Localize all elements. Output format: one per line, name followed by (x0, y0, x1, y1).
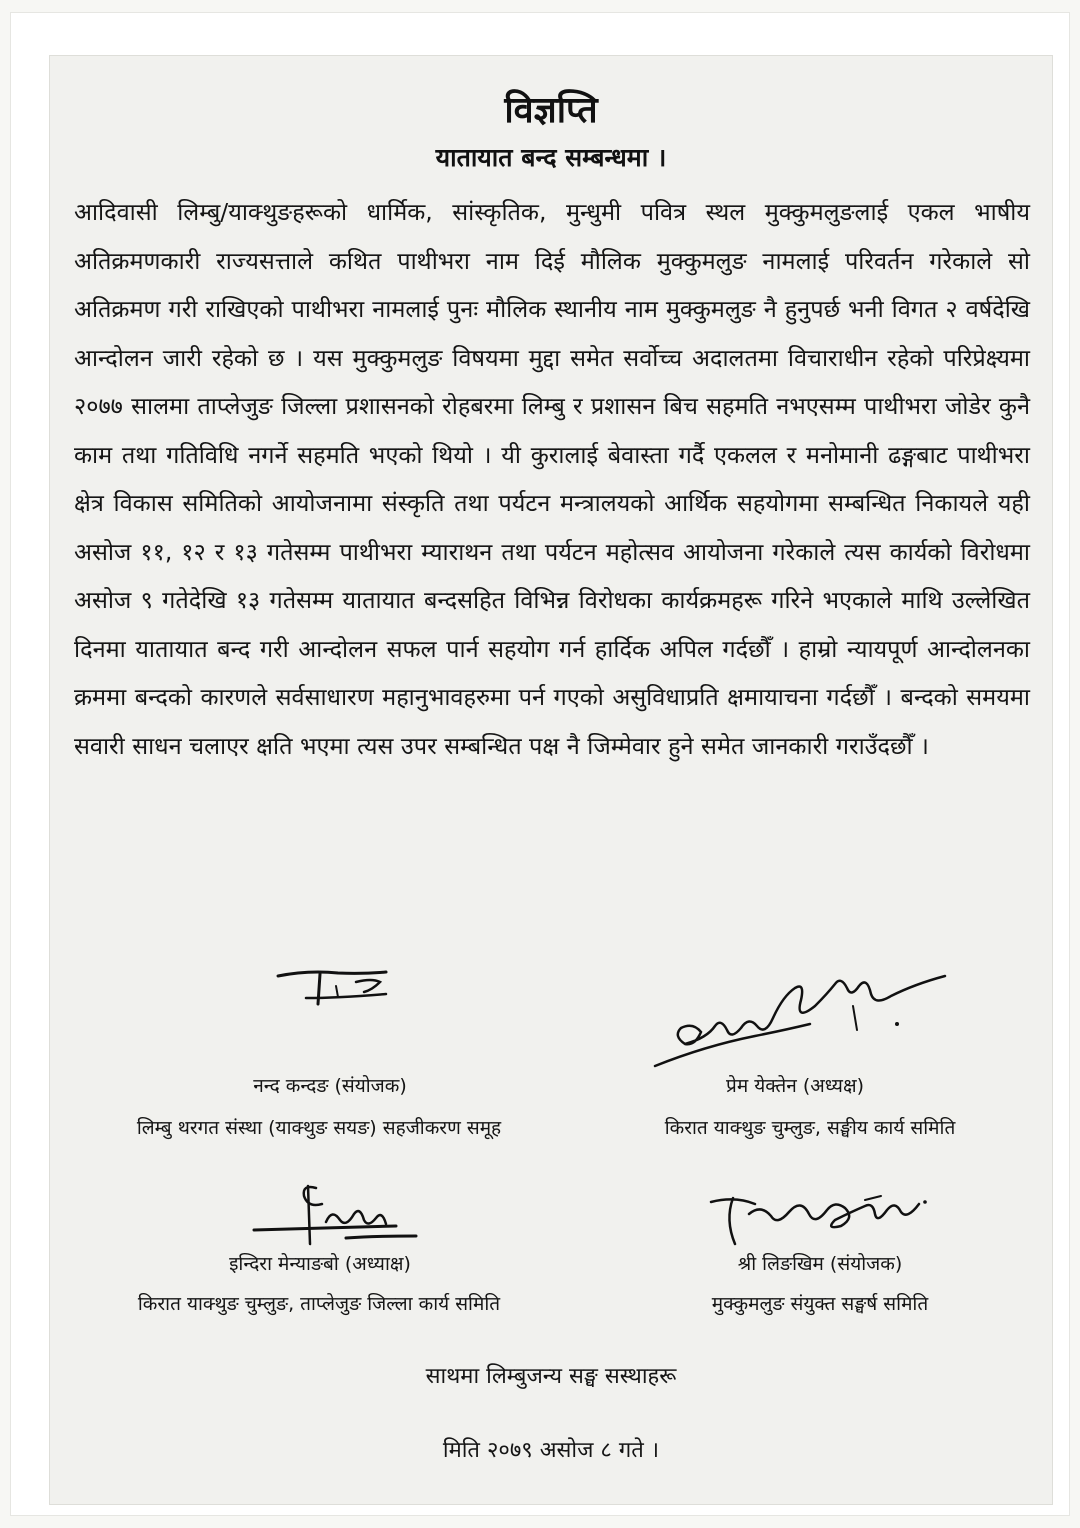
signature-2-mark (645, 966, 965, 1076)
signature-1-mark (268, 964, 408, 1014)
notice-body: आदिवासी लिम्बु/याक्थुङहरूको धार्मिक, सांस्कृतिक, मुन्धुमी पवित्र स्थल मुक्कुमलुङलाई एकल भाषीय अतिक्रमणकारी राज्यसत्ताले कथित पाथीभरा नाम दिई मौलिक मुक्कुमलुङ नामलाई परिवर्तन गरेकाले सो अतिक्रमण गरी राखिएको पाथीभरा नामलाई पुनः मौलिक स्थानीय नाम मुक्कुमलुङ नै हुनुपर्छ भनी विगत २ वर्षदेखि आन्दोलन जारी रहेको छ । यस मुक्कुमलुङ विषयमा मुद्दा समेत सर्वोच्च अदालतमा विचाराधीन रहेको परिप्रेक्ष्यमा २०७७ सालमा ताप्लेजुङ जिल्ला प्रशासनको रोहबरमा लिम्बु र प्रशासन बिच सहमति नभएसम्म पाथीभरा जोडेर कुनै काम तथा गतिविधि नगर्ने सहमति भएको थियो । यी कुरालाई बेवास्ता गर्दै एकलल र मनोमानी ढङ्गबाट पाथीभरा क्षेत्र विकास समितिको आयोजनामा संस्कृति तथा पर्यटन मन्त्रालयको आर्थिक सहयोगमा सम्बन्धित निकायले यही असोज ११, १२ र १३ गतेसम्म पाथीभरा म्याराथन तथा पर्यटन महोत्सव आयोजना गरेकाले त्यस कार्यको विरोधमा असोज ९ गतेदेखि १३ गतेसम्म यातायात बन्दसहित विभिन्न विरोधका कार्यक्रमहरू गरिने भएकाले माथि उल्लेखित दिनमा यातायात बन्द गरी आन्दोलन सफल पार्न सहयोग गर्न हार्दिक अपिल गर्दछौँ । हाम्रो न्यायपूर्ण आन्दोलनका क्रममा बन्दको कारणले सर्वसाधारण महानुभावहरुमा पर्न गएको असुविधाप्रति क्षमायाचना गर्दछौँ । बन्दको समयमा सवारी साधन चलाएर क्षति भएमा त्यस उपर सम्बन्धित पक्ष नै जिम्मेवार हुने समेत जानकारी गराउँदछौँ । (74, 198, 1030, 760)
date-line: मिति २०७९ असोज ८ गते । (442, 1438, 660, 1463)
together-line: साथमा लिम्बुजन्य सङ्घ सस्थाहरू (425, 1364, 677, 1389)
signatory-2-name: प्रेम येक्तेन (अध्यक्ष) (726, 1075, 864, 1097)
notice-title: विज्ञप्ति (504, 90, 598, 131)
signatory-2-org: किरात याक्थुङ चुम्लुङ, सङ्घीय कार्य समिति (664, 1117, 956, 1139)
signatory-1-org: लिम्बु थरगत संस्था (याक्थुङ सयङ) सहजीकरण समूह (136, 1117, 502, 1139)
signatory-1-name: नन्द कन्दङ (संयोजक) (253, 1075, 407, 1097)
signature-4-mark (705, 1190, 935, 1254)
document-frame (10, 12, 1070, 1516)
notice-subtitle: यातायात बन्द सम्बन्धमा । (435, 143, 667, 172)
signatory-4-org: मुक्कुमलुङ संयुक्त सङ्घर्ष समिति (711, 1293, 929, 1315)
signature-3-mark (246, 1178, 436, 1252)
signatory-4-name: श्री लिङखिम (संयोजक) (737, 1253, 903, 1275)
signatory-3-name: इन्दिरा मेन्याङबो (अध्याक्ष) (229, 1253, 411, 1275)
notice-page (49, 55, 1053, 1505)
signatory-3-org: किरात याक्थुङ चुम्लुङ, ताप्लेजुङ जिल्ला कार्य समिति (137, 1293, 501, 1315)
